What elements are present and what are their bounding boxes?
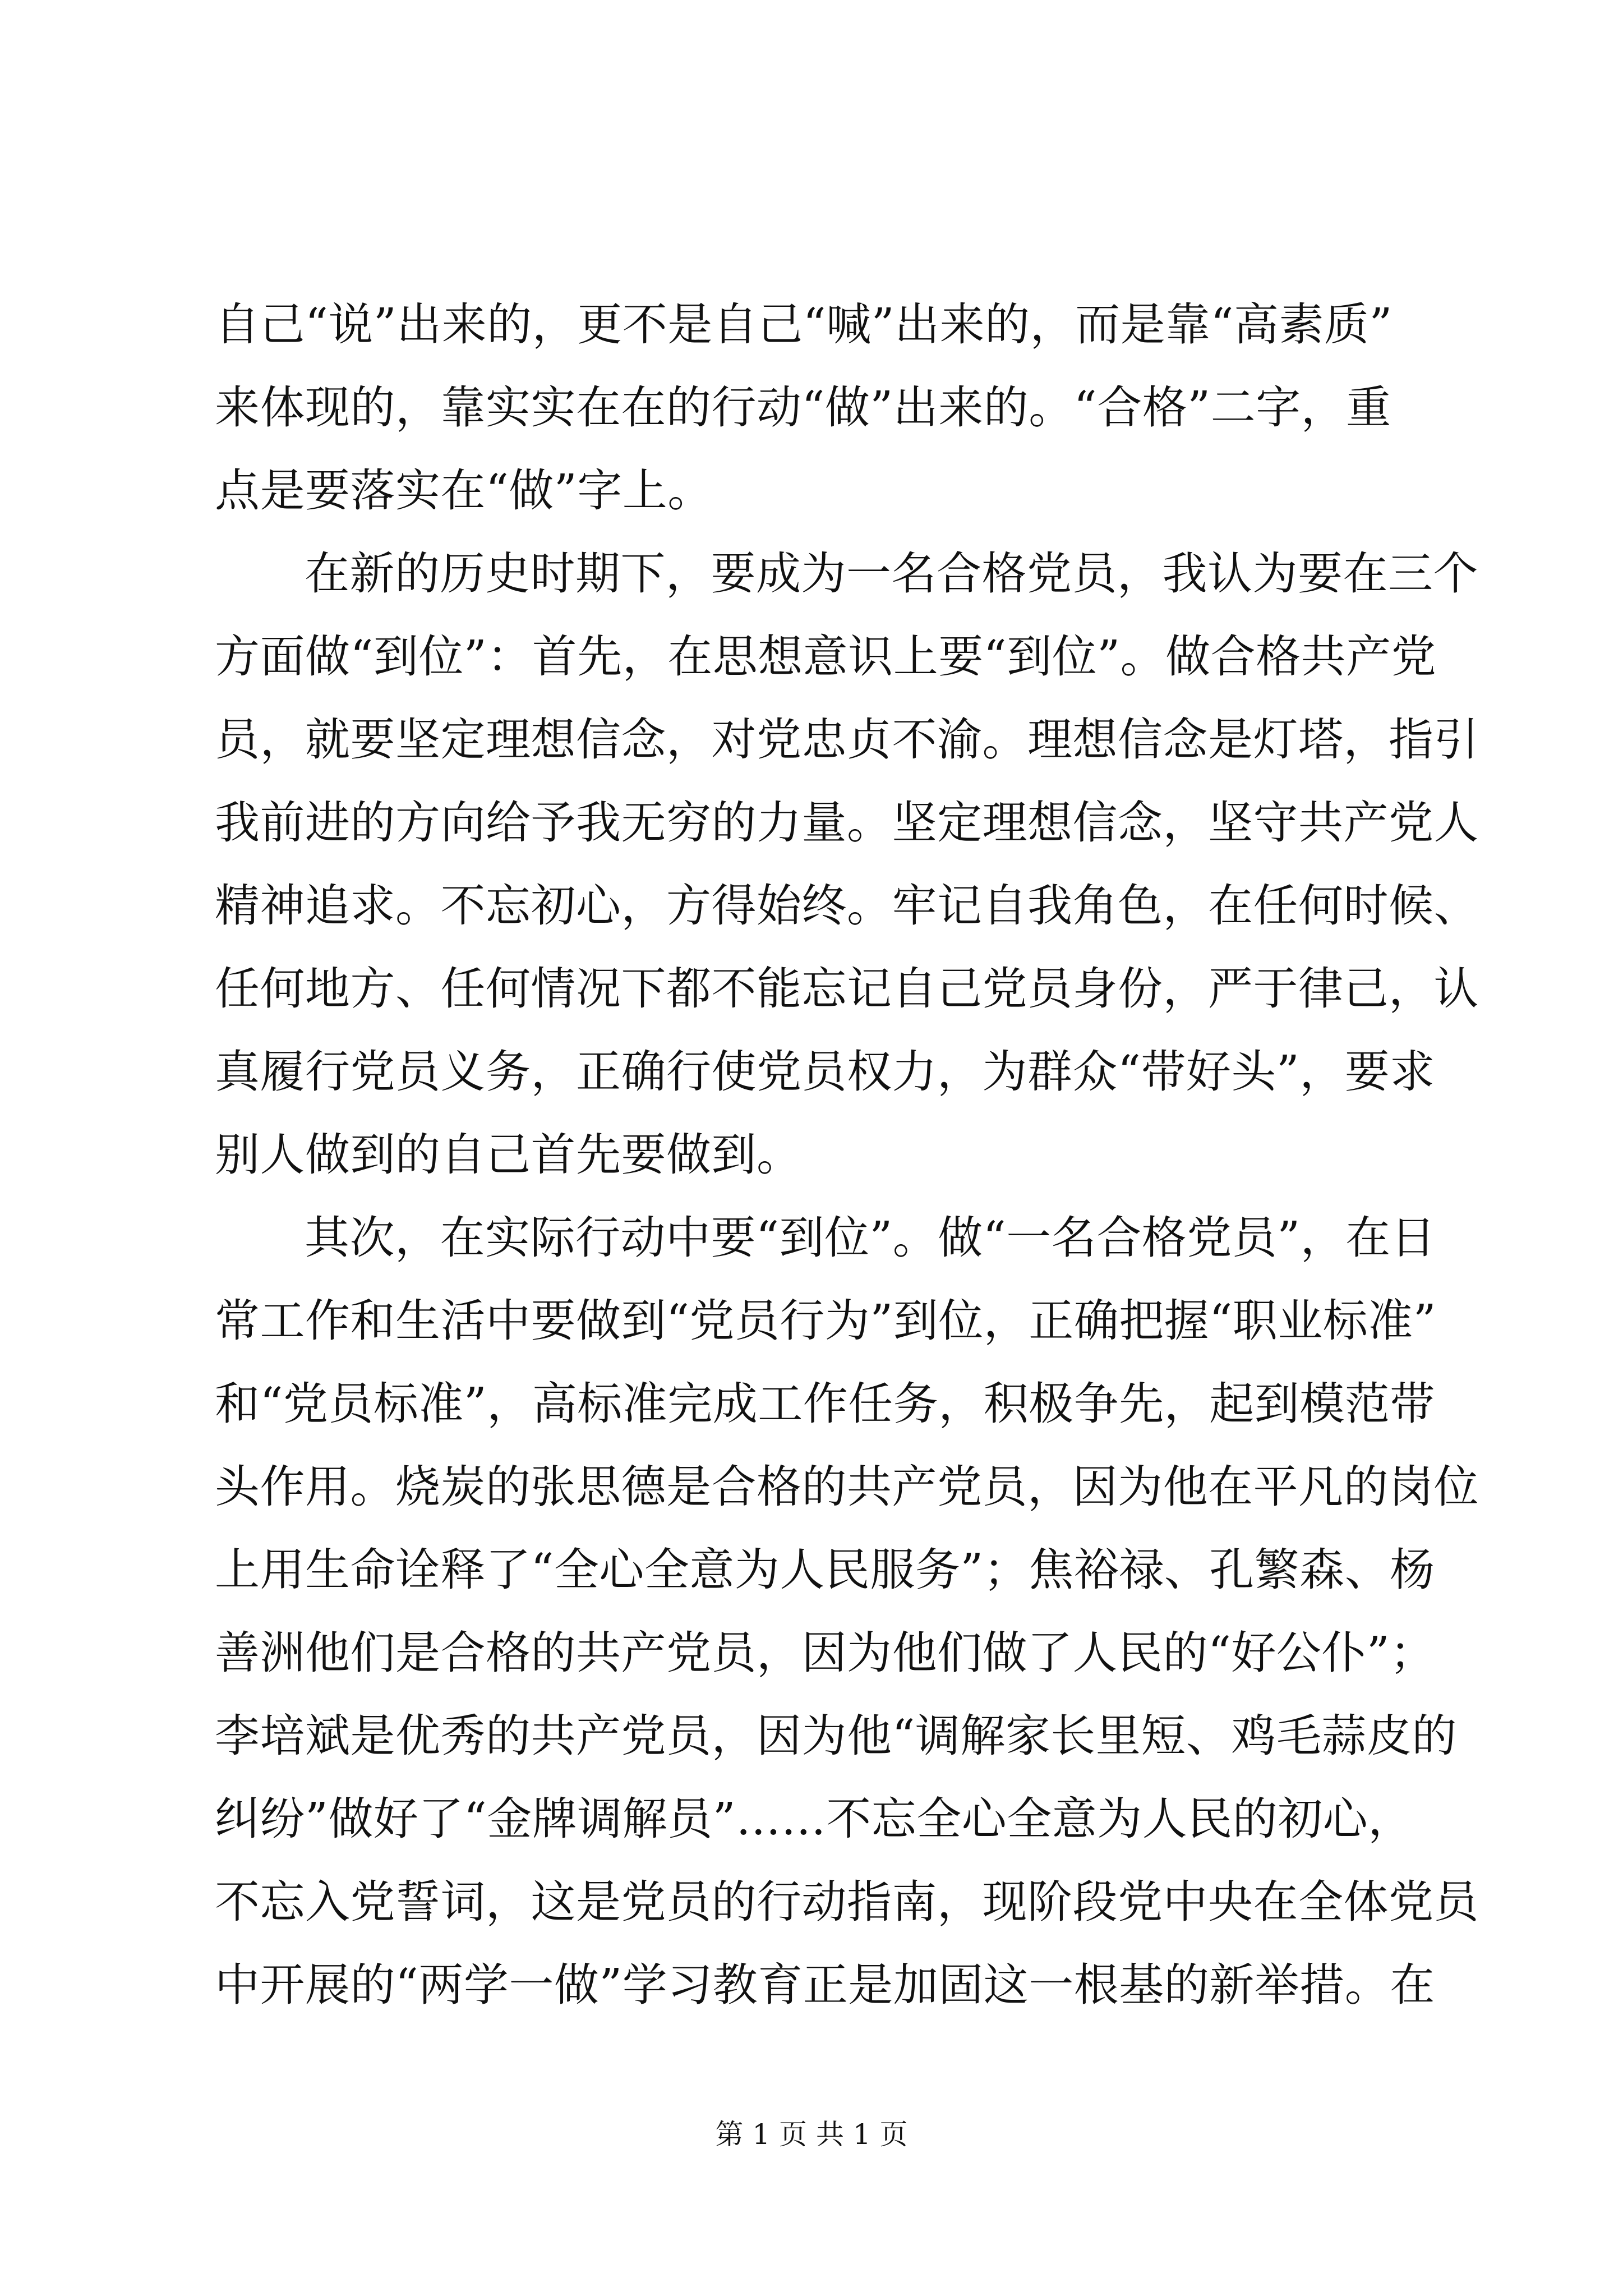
- text-line: 和“党员标准”，高标准完成工作任务，积极争先，起到模范带: [215, 1378, 1435, 1430]
- text-line: 方面做“到位”：首先，在思想意识上要“到位”。做合格共产党: [215, 631, 1437, 683]
- text-line: 点是要落实在“做”字上。: [215, 464, 713, 517]
- text-line: 纠纷”做好了“金牌调解员”……不忘全心全意为人民的初心，: [215, 1793, 1413, 1845]
- body-text: [215, 283, 1479, 2027]
- text-line: 善洲他们是合格的共产党员，因为他们做了人民的“好公仆”；: [215, 1627, 1435, 1679]
- paragraph-start-line: 在新的历史时期下，要成为一名合格党员，我认为要在三个: [305, 547, 1478, 600]
- text-line: 精神追求。不忘初心，方得始终。牢记自我角色，在任何时候、: [215, 880, 1479, 932]
- text-line: 我前进的方向给予我无穷的力量。坚定理想信念，坚守共产党人: [215, 797, 1479, 849]
- text-line: 李培斌是优秀的共产党员，因为他“调解家长里短、鸡毛蒜皮的: [215, 1710, 1457, 1762]
- text-line: 来体现的，靠实实在在的行动“做”出来的。“合格”二字，重: [215, 381, 1391, 434]
- text-line: 不忘入党誓词，这是党员的行动指南，现阶段党中央在全体党员: [215, 1876, 1479, 1928]
- text-line: 上用生命诠释了“全心全意为人民服务”；焦裕禄、孔繁森、杨: [215, 1544, 1435, 1596]
- text-line: 员，就要坚定理想信念，对党忠贞不渝。理想信念是灯塔，指引: [215, 714, 1479, 766]
- text-line: 头作用。烧炭的张思德是合格的共产党员，因为他在平凡的岗位: [215, 1461, 1479, 1513]
- text-line: 别人做到的自己首先要做到。: [215, 1129, 802, 1181]
- page-footer: 第 1 页 共 1 页: [715, 2118, 908, 2151]
- text-line: 自己“说”出来的，更不是自己“喊”出来的，而是靠“高素质”: [215, 298, 1393, 351]
- text-line: 任何地方、任何情况下都不能忘记自己党员身份，严于律己，认: [215, 963, 1479, 1015]
- text-line: 真履行党员义务，正确行使党员权力，为群众“带好头”，要求: [215, 1046, 1435, 1098]
- text-line: 常工作和生活中要做到“党员行为”到位，正确把握“职业标准”: [215, 1295, 1437, 1347]
- text-line: 中开展的“两学一做”学习教育正是加固这一根基的新举措。在: [215, 1959, 1435, 2011]
- paragraph-start-line: 其次，在实际行动中要“到位”。做“一名合格党员”，在日: [305, 1212, 1436, 1264]
